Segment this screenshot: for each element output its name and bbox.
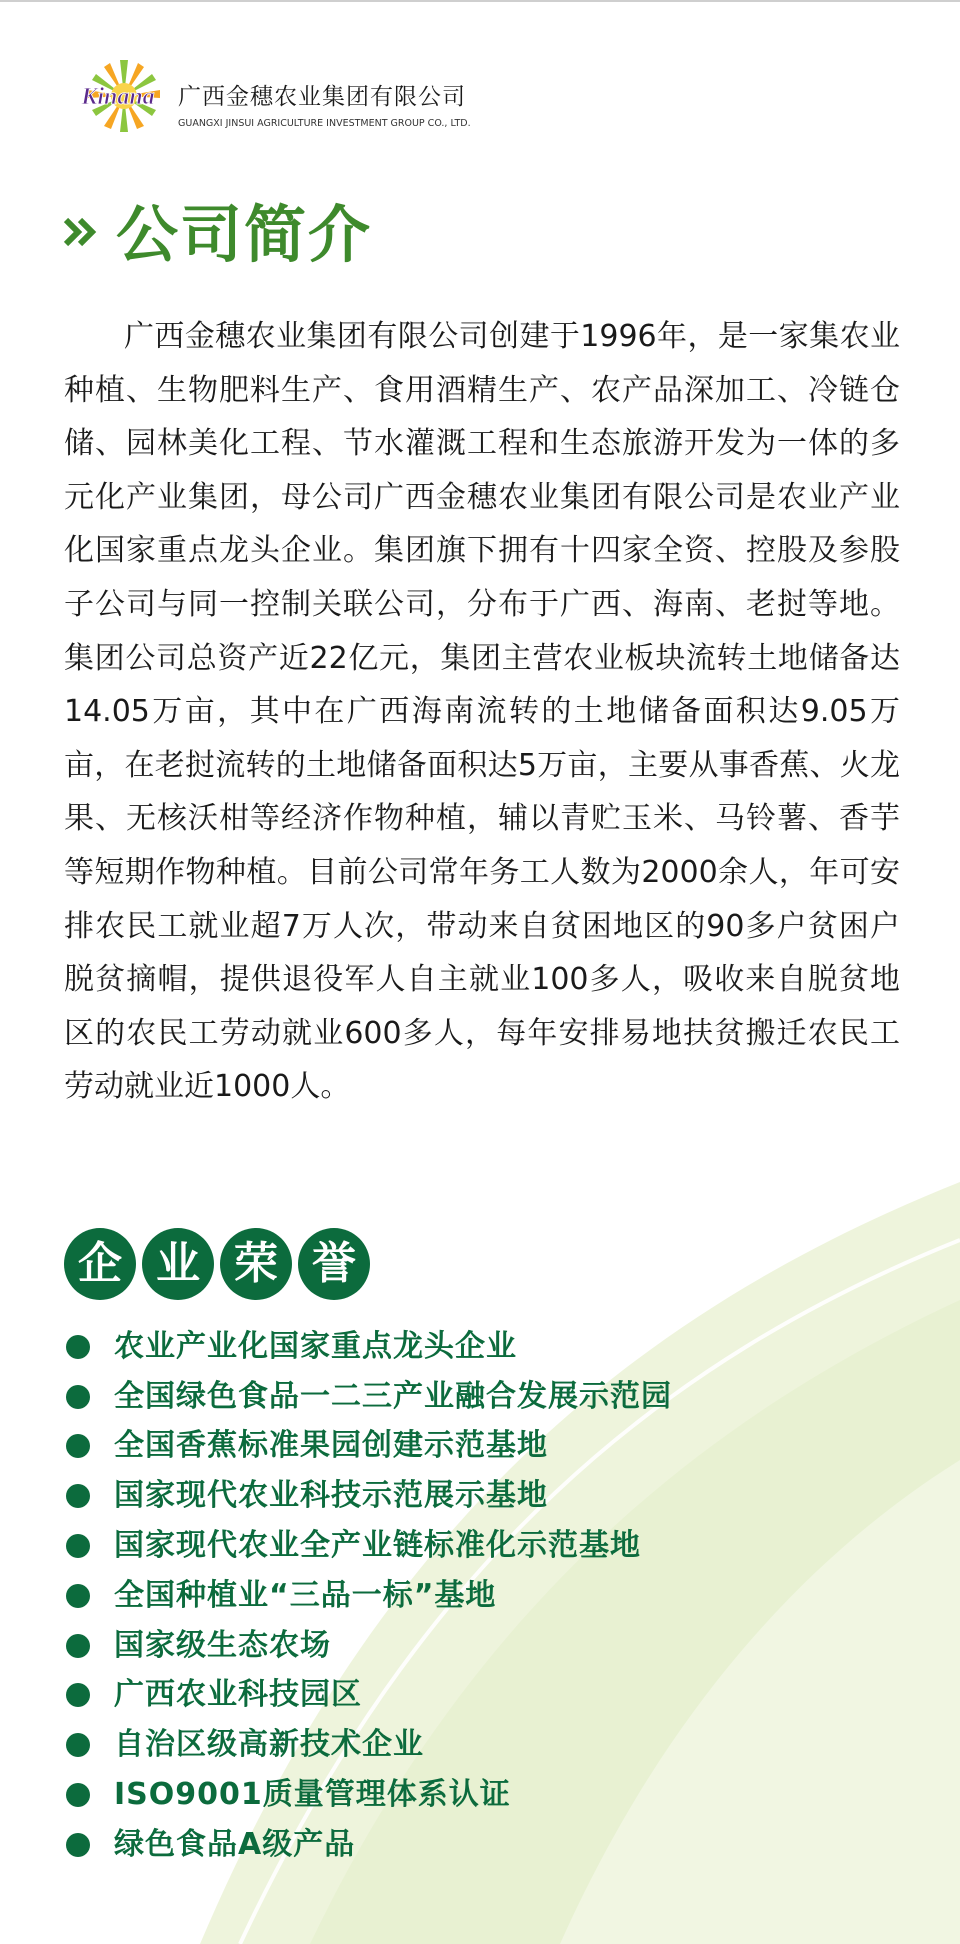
bullet-dot-icon — [66, 1534, 90, 1558]
honors-list — [66, 1322, 926, 1870]
list-item — [66, 1671, 926, 1721]
honor-item-text: 农业产业化国家重点龙头企业 — [114, 1328, 517, 1364]
bullet-dot-icon — [66, 1385, 90, 1409]
honor-item-text: ISO9001质量管理体系认证 — [114, 1777, 511, 1813]
list-item — [66, 1720, 926, 1770]
honors-title-char: 企 — [64, 1228, 136, 1300]
list-item — [66, 1322, 926, 1372]
honor-item-text: 广西农业科技园区 — [114, 1677, 362, 1713]
bullet-dot-icon — [66, 1783, 90, 1807]
honor-item-text: 绿色食品A级产品 — [114, 1826, 356, 1862]
kinana-logo — [74, 58, 162, 134]
honor-item-text: 国家级生态农场 — [114, 1627, 331, 1663]
logo-wordmark: Kinana — [81, 84, 155, 110]
bullet-dot-icon — [66, 1833, 90, 1857]
bullet-dot-icon — [66, 1434, 90, 1458]
list-item — [66, 1471, 926, 1521]
list-item — [66, 1422, 926, 1472]
company-intro-paragraph: 广西金穗农业集团有限公司创建于1996年，是一家集农业种植、生物肥料生产、食用酒精生产、农产品深加工、冷链仓储、园林美化工程、节水灌溉工程和生态旅游开发为一体的多元化产业集团，母公司广西金穗农业集团有限公司是农业产业化国家重点龙头企业。集团旗下拥有十四家全资、控股及参股子公司与同一控制关联公司，分布于广西、海南、老挝等地。集团公司总资产近22亿元，集团主营农业板块流转土地储备达14.05万亩，其中在广西海南流转的土地储备面积达9.05万亩，在老挝流转的土地储备面积达5万亩，主要从事香蕉、火龙果、无核沃柑等经济作物种植，辅以青贮玉米、马铃薯、香芋等短期作物种植。目前公司常年务工人数为2000余人，年可安排农民工就业超7万人次，带动来自贫困地区的90多户贫困户脱贫摘帽，提供退役军人自主就业100多人，吸收来自脱贫地区的农民工劳动就业600多人，每年安排易地扶贫搬迁农民工劳动就业近1000人。 — [64, 319, 900, 1105]
honor-item-text: 自治区级高新技术企业 — [114, 1727, 424, 1763]
list-item — [66, 1770, 926, 1820]
bullet-dot-icon — [66, 1683, 90, 1707]
list-item — [66, 1372, 926, 1422]
bullet-dot-icon — [66, 1733, 90, 1757]
enterprise-honors-title — [64, 1228, 370, 1300]
honor-item-text: 国家现代农业科技示范展示基地 — [114, 1478, 548, 1514]
list-item — [66, 1820, 926, 1870]
honors-title-char: 荣 — [220, 1228, 292, 1300]
list-item — [66, 1621, 926, 1671]
list-item — [66, 1521, 926, 1571]
honor-item-text: 国家现代农业全产业链标准化示范基地 — [114, 1528, 641, 1564]
honors-title-char: 业 — [142, 1228, 214, 1300]
company-name-en: GUANGXI JINSUI AGRICULTURE INVESTMENT GROUP CO., LTD. — [178, 118, 471, 129]
honor-item-text: 全国香蕉标准果园创建示范基地 — [114, 1428, 548, 1464]
honor-item-text: 全国种植业“三品一标”基地 — [114, 1577, 497, 1613]
bullet-dot-icon — [66, 1634, 90, 1658]
company-name-cn: 广西金穗农业集团有限公司 — [178, 84, 466, 110]
double-chevron-icon — [62, 212, 102, 252]
bullet-dot-icon — [66, 1335, 90, 1359]
list-item — [66, 1571, 926, 1621]
bullet-dot-icon — [66, 1584, 90, 1608]
honor-item-text: 全国绿色食品一二三产业融合发展示范园 — [114, 1378, 672, 1414]
honors-title-char: 誉 — [298, 1228, 370, 1300]
bullet-dot-icon — [66, 1484, 90, 1508]
company-intro-title: 公司简介 — [116, 198, 373, 271]
